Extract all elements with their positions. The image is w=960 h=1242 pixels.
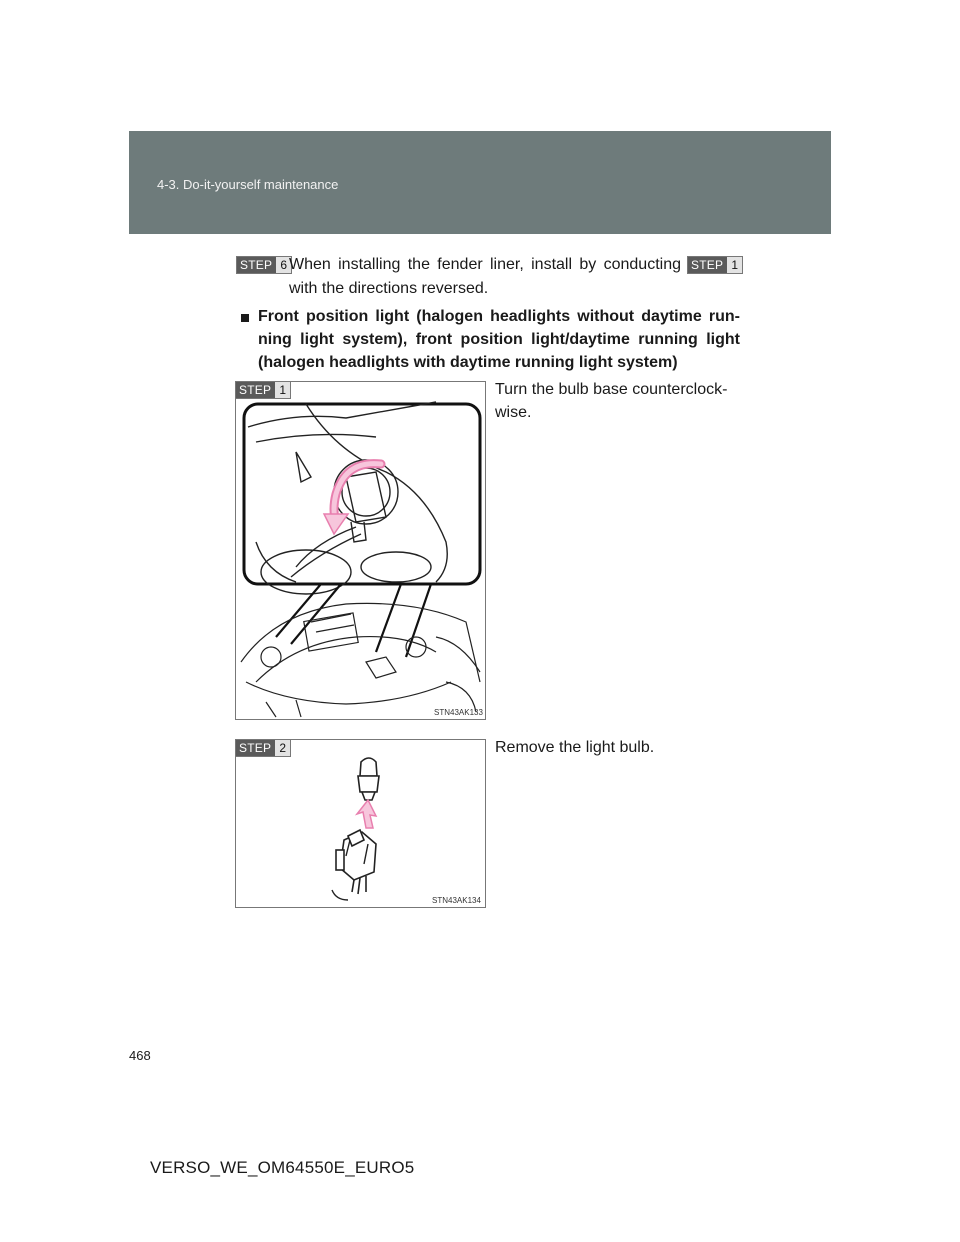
step-6-text-line2: with the directions reversed. [289,280,489,297]
heading-line2: ning light system), front position light/daytime running light [258,331,740,348]
section-header [129,131,831,234]
step-1-figure [235,381,486,720]
step-2-figure [235,739,486,908]
step-1-text-line1: Turn the bulb base counterclock- [495,381,728,398]
step-label: STEP [236,740,275,756]
figure-code: STN43AK133 [434,708,483,717]
page-number: 468 [129,1048,151,1063]
step-1-text-line2: wise. [495,404,532,421]
document-code: VERSO_WE_OM64550E_EURO5 [150,1158,415,1177]
step-number: 1 [275,382,290,398]
figure-code: STN43AK134 [432,896,481,905]
heading-line3: (halogen headlights with daytime running light system) [258,354,678,371]
bulb-removal-illustration [236,740,485,907]
section-title: 4-3. Do-it-yourself maintenance [157,177,339,192]
step-1-reference-badge [687,256,743,274]
step-label: STEP [237,257,276,273]
step-2-text: Remove the light bulb. [495,739,655,756]
bullet-square-icon [241,314,249,322]
step-6-badge [236,256,292,274]
step-label: STEP [236,382,275,398]
heading-line1: Front position light (halogen headlights without daytime run- [258,308,740,325]
step-number: 6 [276,257,291,273]
step-label: STEP [688,257,727,273]
step-number: 1 [727,257,742,273]
step-6-text-line1: When installing the fender liner, install by conducting [289,256,681,273]
step-number: 2 [275,740,290,756]
headlight-bulb-rotation-illustration [236,382,485,719]
